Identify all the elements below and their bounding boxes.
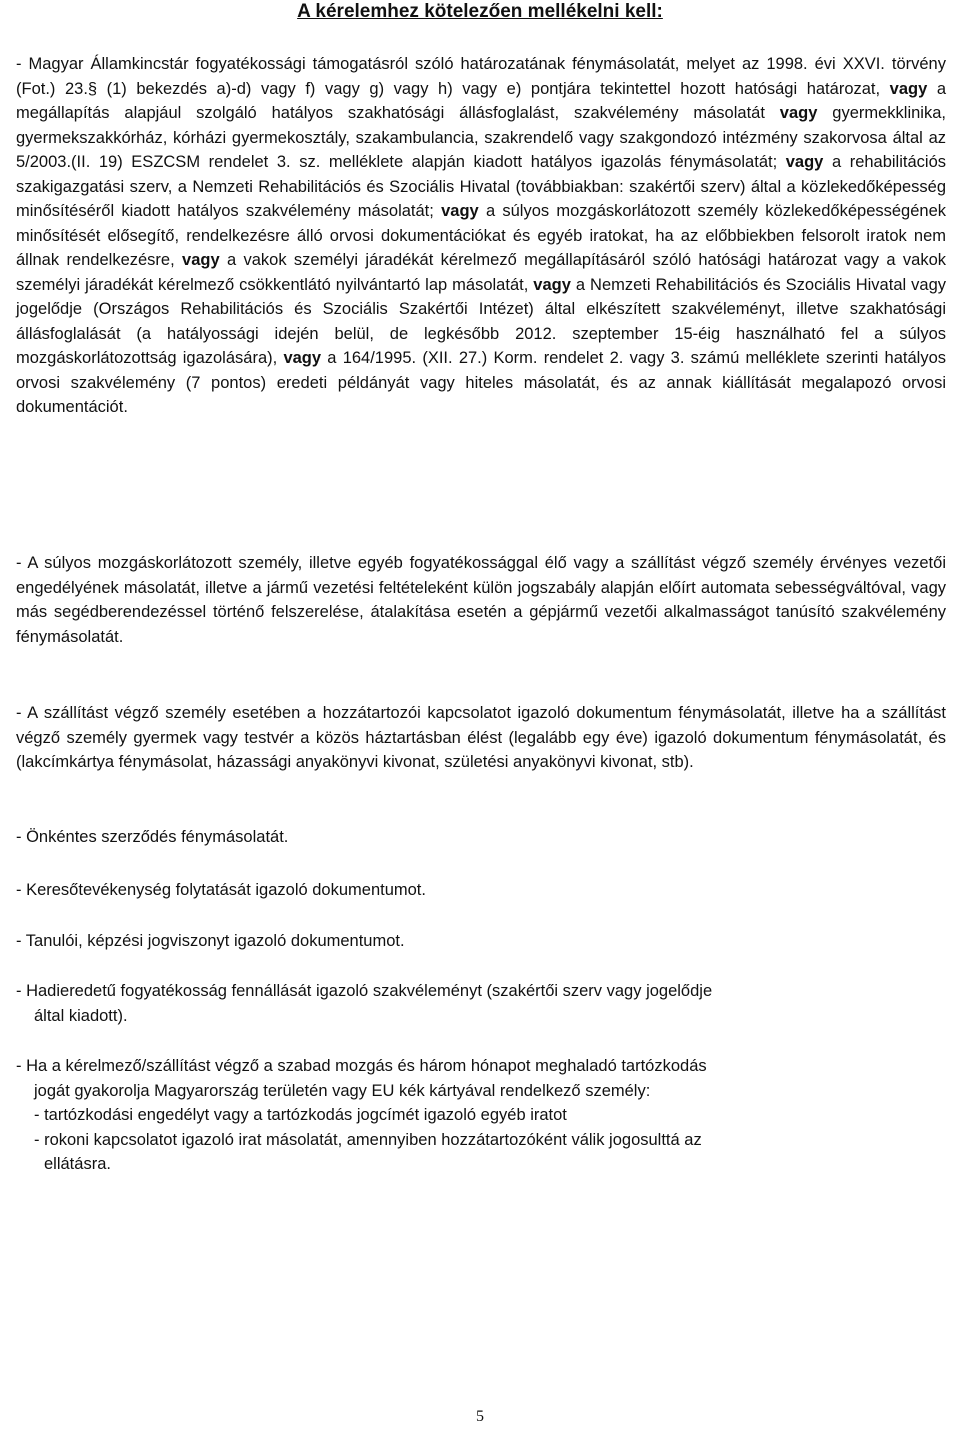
item1-bold-7: vagy	[283, 349, 322, 367]
item8-line-2: jogát gyakorolja Magyarország területén vagy EU kék kártyával rendelkező személy:	[34, 1081, 651, 1100]
attachment-item-8	[16, 1054, 946, 1177]
item8-line-1: - Ha a kérelmező/szállítást végző a szabad mozgás és három hónapot meghaladó tartózkodás	[16, 1057, 707, 1075]
page-number: 5	[476, 1408, 484, 1425]
item1-text-7: a Nemzeti Rehabilitációs és Szociális Hivatal vagy jogelődje (Országos Rehabilitációs és Szociális Szakértői Intézet) által elkészített szakvéleményt, illetve szakhatósági állásfoglalását (a hatályossági idején belül, de legkésőbb 2012. szeptember 15-éig használható fel a súlyos mozgáskorlátozottság igazolására),	[16, 275, 946, 367]
item1-text-8: a 164/1995. (XII. 27.) Korm. rendelet 2. vagy 3. számú melléklete szerinti hatályos orvosi szakvélemény (7 pontos) eredeti példányát vagy hiteles másolatát, és az annak kiállítását megalapozó orvosi dokumentációt.	[16, 349, 946, 416]
item1-bold-6: vagy	[533, 275, 571, 294]
item1-text-2: a megállapítás alapjául szolgáló hatályos szakhatósági állásfoglalást, szakvélemény másolatát	[16, 79, 946, 122]
item8-sub-item-2-line-1: - rokoni kapcsolatot igazoló irat másolatát, amennyiben hozzátartozóként válik jogosulttá az	[34, 1130, 702, 1149]
attachment-item-4: - Önkéntes szerződés fénymásolatát.	[16, 828, 289, 846]
attachment-item-7	[16, 979, 946, 1028]
item1-bold-5: vagy	[182, 251, 220, 269]
page-title-text: A kérelemhez kötelezően mellékelni kell:	[297, 1, 663, 22]
item1-bold-2: vagy	[779, 104, 818, 122]
item1-text-4: a rehabilitációs szakigazgatási szerv, a Nemzeti Rehabilitációs és Szociális Hivatal (továbbiakban: szakértői szerv) által a közlekedőképesség minősítéséről kiadott hatályos szakvélemény másolatát;	[16, 153, 946, 220]
item8-sub-item-1: - tartózkodási engedélyt vagy a tartózkodás jogcímét igazoló egyéb iratot	[34, 1106, 567, 1124]
item8-sub-item-2-line-2: ellátásra.	[44, 1155, 111, 1173]
item1-bold-3: vagy	[785, 153, 824, 171]
item1-text-3: gyermekklinika, gyermekszakkórház, kórházi gyermekosztály, szakambulancia, szakrendelő vagy szakgondozó intézmény szakorvosa által az 5/2003.(II. 19) ESZCSM rendelet 3. sz. melléklete alapján kiadott hatályos igazolás fénymásolatát;	[16, 104, 946, 171]
item7-line-2: által kiadott).	[34, 1006, 128, 1025]
attachment-item-5: - Keresőtevékenység folytatását igazoló dokumentumot.	[16, 881, 426, 899]
attachment-item-3: - A szállítást végző személy esetében a hozzátartozói kapcsolatot igazoló dokumentum fénymásolatát, illetve ha a szállítást végző személy gyermek vagy testvér a közös háztartásban élést (legalább egy éve) igazoló dokumentum fénymásolatát, és (lakcímkártya fénymásolat, házassági anyakönyvi kivonat, születési anyakönyvi kivonat, stb).	[16, 704, 946, 771]
attachment-item-1	[16, 52, 946, 420]
item1-bold-1: vagy	[889, 79, 928, 98]
item1-text-5: a súlyos mozgáskorlátozott személy közlekedőképességének minősítését elősegítő, rendelkezésre álló orvosi dokumentációkat és egyéb iratokat, ha az előbbiekben felsorolt iratok nem állnak rendelkezésre,	[16, 202, 946, 269]
attachment-item-2: - A súlyos mozgáskorlátozott személy, illetve egyéb fogyatékossággal élő vagy a szállítást végző személy érvényes vezetői engedélyének másolatát, illetve a jármű vezetési feltételeként külön jogszabály alapján előírt automata sebességváltóval, vagy más segédberendezéssel történő felszerelése, átalakítása esetén a gépjármű vezetői alkalmasságot tanúsító szakvélemény fénymásolatát.	[16, 554, 946, 646]
item1-text-6: a vakok személyi járadékát kérelmező megállapításáról szóló hatósági határozat vagy a vakok személyi járadékát kérelmező csökkentlátó nyilvántartó lap másolatát,	[16, 251, 946, 294]
page-title	[0, 0, 960, 24]
attachment-item-6: - Tanulói, képzési jogviszonyt igazoló dokumentumot.	[16, 932, 405, 950]
item1-bold-4: vagy	[441, 202, 479, 220]
item7-line-1: - Hadieredetű fogyatékosság fennállását igazoló szakvéleményt (szakértői szerv vagy jogelődje	[16, 982, 713, 1000]
item1-text-1: - Magyar Államkincstár fogyatékossági támogatásról szóló határozatának fénymásolatát, melyet az 1998. évi XXVI. törvény (Fot.) 23.§ (1) bekezdés a)-d) vagy f) vagy g) vagy h) vagy e) pontjára tekintettel hozott hatósági határozat,	[16, 55, 946, 98]
